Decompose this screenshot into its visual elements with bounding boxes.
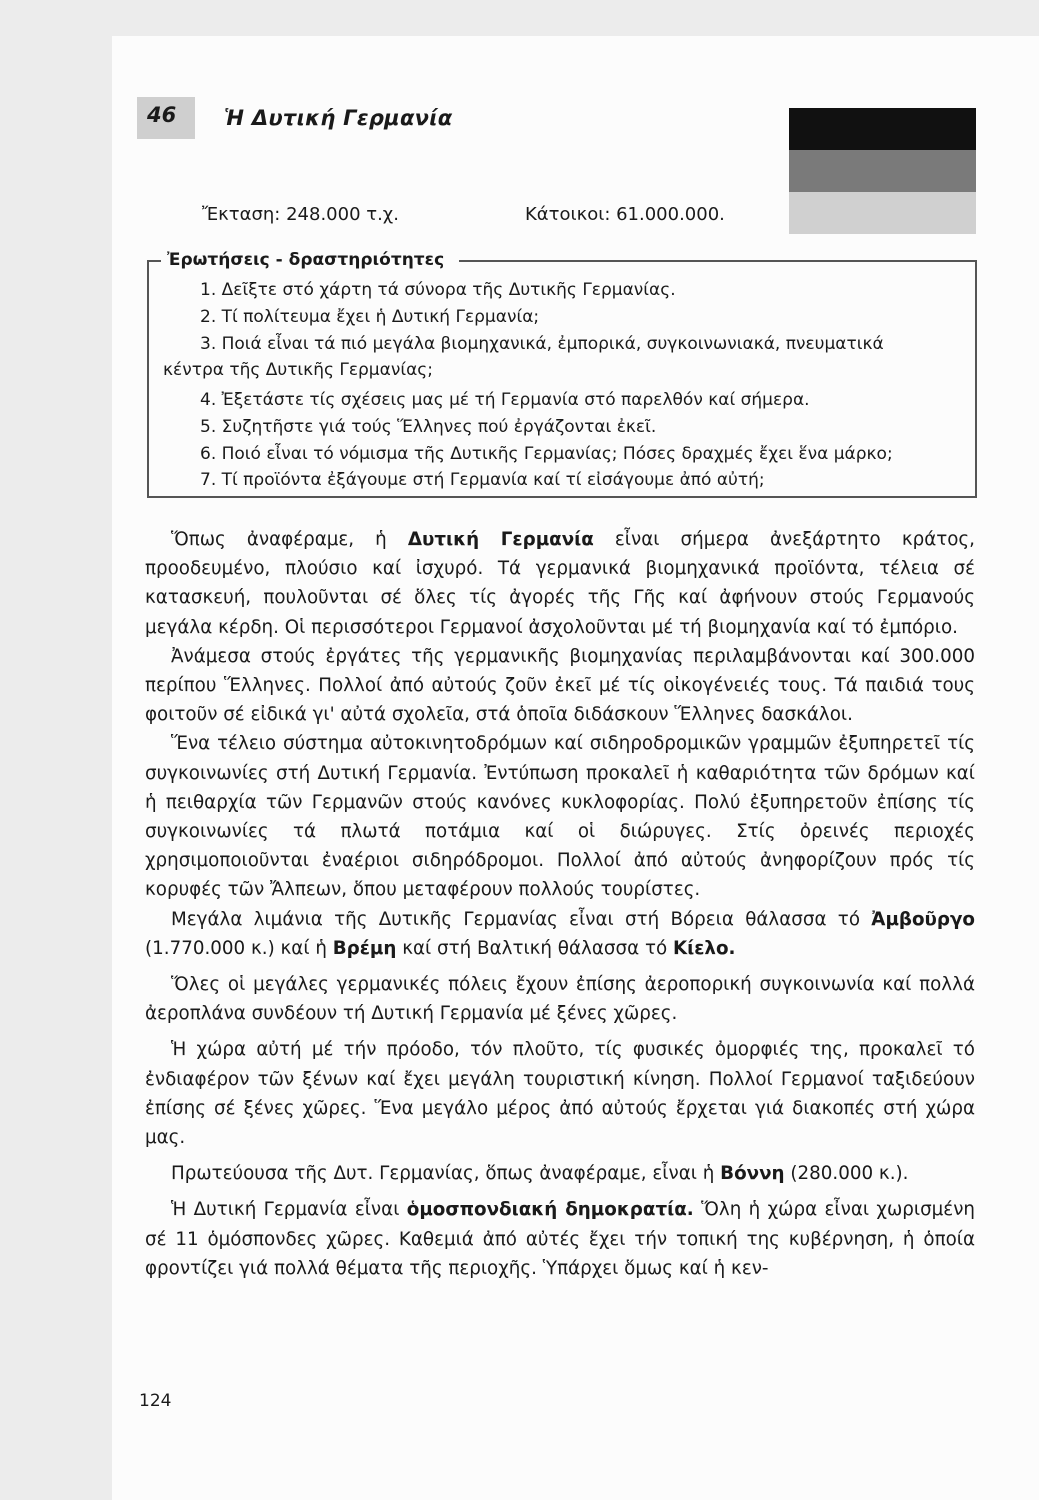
question-line: 7. Τί προϊόντα ἐξάγουμε στή Γερμανία καί τί εἰσάγουμε ἀπό αὐτή; [200, 470, 765, 490]
question-line: 6. Ποιό εἶναι τό νόμισμα τῆς Δυτικῆς Γερμανίας; Πόσες δραχμές ἔχει ἕνα μάρκο; [200, 444, 893, 464]
paragraph-air: Ὅλες οἱ μεγάλες γερμανικές πόλεις ἔχουν ἐπίσης ἀεροπορική συγκοινωνία καί πολλά ἀεροπλάνα συνδέουν τή Δυτική Γερμανία μέ ξένες χῶρες. [145, 974, 975, 1025]
question-line: κέντρα τῆς Δυτικῆς Γερμανίας; [163, 360, 433, 380]
flag-band-middle [789, 150, 976, 192]
term-federal-republic: ὁμοσπονδιακή δημοκρατία. [406, 1199, 694, 1221]
paragraph-transport: Ἕνα τέλειο σύστημα αὐτοκινητοδρόμων καί σιδηροδρομικῶν γραμμῶν ἐξυπηρετεῖ τίς συγκοινωνίες στή Δυτική Γερμανία. Ἐντύπωση προκαλεῖ ἡ καθαριότητα τῶν δρόμων καί ἡ πειθαρχία τῶν Γερμανῶν στούς κανόνες κυκλοφορίας. Πολύ ἐξυπηρετοῦν ἐπίσης τίς συγκοινωνίες τά πλωτά ποτάμια καί οἱ διώρυγες. Στίς ὀρεινές περιοχές χρησιμοποιοῦνται ἐναέριοι σιδηρόδρομοι. Πολλοί ἀπό αὐτούς ἀνηφορίζουν πρός τίς κορυφές τῶν Ἄλπεων, ὅπου μεταφέρουν πολλούς τουρίστες. [145, 733, 975, 901]
flag-band-top [789, 108, 976, 150]
term-hamburg: Ἀμβοῦργο [871, 908, 975, 930]
questions-heading: Ἐρωτήσεις - δραστηριότητες [163, 250, 448, 270]
population-fact: Κάτοικοι: 61.000.000. [525, 204, 725, 225]
flag-band-bottom [789, 192, 976, 234]
term-bremen: Βρέμη [332, 937, 397, 959]
question-line: 1. Δεῖξτε στό χάρτη τά σύνορα τῆς Δυτικῆς Γερμανίας. [200, 280, 676, 300]
flag-image [789, 108, 976, 234]
paragraph-intro: Ὅπως ἀναφέραμε, ἡ Δυτική Γερμανία εἶναι σήμερα ἀνεξάρτητο κράτος, προοδευμένο, πλούσιο καί ἰσχυρό. Τά γερμανικά βιομηχανικά προϊόντα, τέλεια σέ κατασκευή, πουλοῦνται σέ ὅλες τίς ἀγορές τῆς Γῆς καί ἀφήνουν στούς Γερμανούς μεγάλα κέρδη. Οἱ περισσότεροι Γερμανοί ἀσχολοῦνται μέ τή βιομηχανία καί τό ἐμπόριο. [145, 529, 975, 638]
question-line: 3. Ποιά εἶναι τά πιό μεγάλα βιομηχανικά, ἐμπορικά, συγκοινωνιακά, πνευματικά [200, 334, 884, 354]
term-west-germany: Δυτική Γερμανία [407, 529, 594, 550]
chapter-title: Ἡ Δυτική Γερμανία [224, 106, 453, 130]
question-line: 2. Τί πολίτευμα ἔχει ἡ Δυτική Γερμανία; [200, 307, 540, 327]
term-kiel: Κίελο. [672, 937, 736, 959]
question-line: 4. Ἐξετάστε τίς σχέσεις μας μέ τή Γερμανία στό παρελθόν καί σήμερα. [200, 390, 810, 410]
area-fact: Ἔκταση: 248.000 τ.χ. [202, 204, 399, 225]
paragraph-ports: Μεγάλα λιμάνια τῆς Δυτικῆς Γερμανίας εἶναι στή Βόρεια θάλασσα τό Ἀμβοῦργο (1.770.000 κ.) καί ἡ Βρέμη καί στή Βαλτική θάλασσα τό Κίελο. [145, 908, 975, 959]
paragraph-capital: Πρωτεύουσα τῆς Δυτ. Γερμανίας, ὅπως ἀναφέραμε, εἶναι ἡ Βόννη (280.000 κ.). [171, 1163, 909, 1185]
paragraph-federal: Ἡ Δυτική Γερμανία εἶναι ὁμοσπονδιακή δημοκρατία. Ὅλη ἡ χώρα εἶναι χωρισμένη σέ 11 ὁμόσπονδες χῶρες. Καθεμιά ἀπό αὐτές ἔχει τήν τοπική της κυβέρνηση, ἡ ὁποία φροντίζει γιά πολλά θέματα τῆς περιοχῆς. Ὑπάρχει ὅμως καί ἡ κεν- [145, 1199, 975, 1279]
body-text [145, 525, 975, 1283]
paragraph-workers: Ἀνάμεσα στούς ἐργάτες τῆς γερμανικῆς βιομηχανίας περιλαμβάνονται καί 300.000 περίπου Ἕλληνες. Πολλοί ἀπό αὐτούς ζοῦν ἐκεῖ μέ τίς οἰκογένειές τους. Τά παιδιά τους φοιτοῦν σέ εἰδικά γι' αὐτά σχολεῖα, στά ὁποῖα διδάσκουν Ἕλληνες δασκάλοι. [145, 645, 975, 726]
paragraph-tourism: Ἡ χώρα αὐτή μέ τήν πρόοδο, τόν πλοῦτο, τίς φυσικές ὀμορφιές της, προκαλεῖ τό ἐνδιαφέρον τῶν ξένων καί ἔχει μεγάλη τουριστική κίνηση. Πολλοί Γερμανοί ταξιδεύουν ἐπίσης σέ ξένες χῶρες. Ἕνα μεγάλο μέρος ἀπό αὐτούς ἔρχεται γιά διακοπές στή χώρα μας. [145, 1039, 975, 1149]
term-bonn: Βόννη [720, 1163, 785, 1185]
page-number: 124 [139, 1391, 172, 1411]
question-line: 5. Συζητῆστε γιά τούς Ἕλληνες πού ἐργάζονται ἐκεῖ. [200, 417, 657, 437]
chapter-number: 46 [147, 103, 177, 127]
